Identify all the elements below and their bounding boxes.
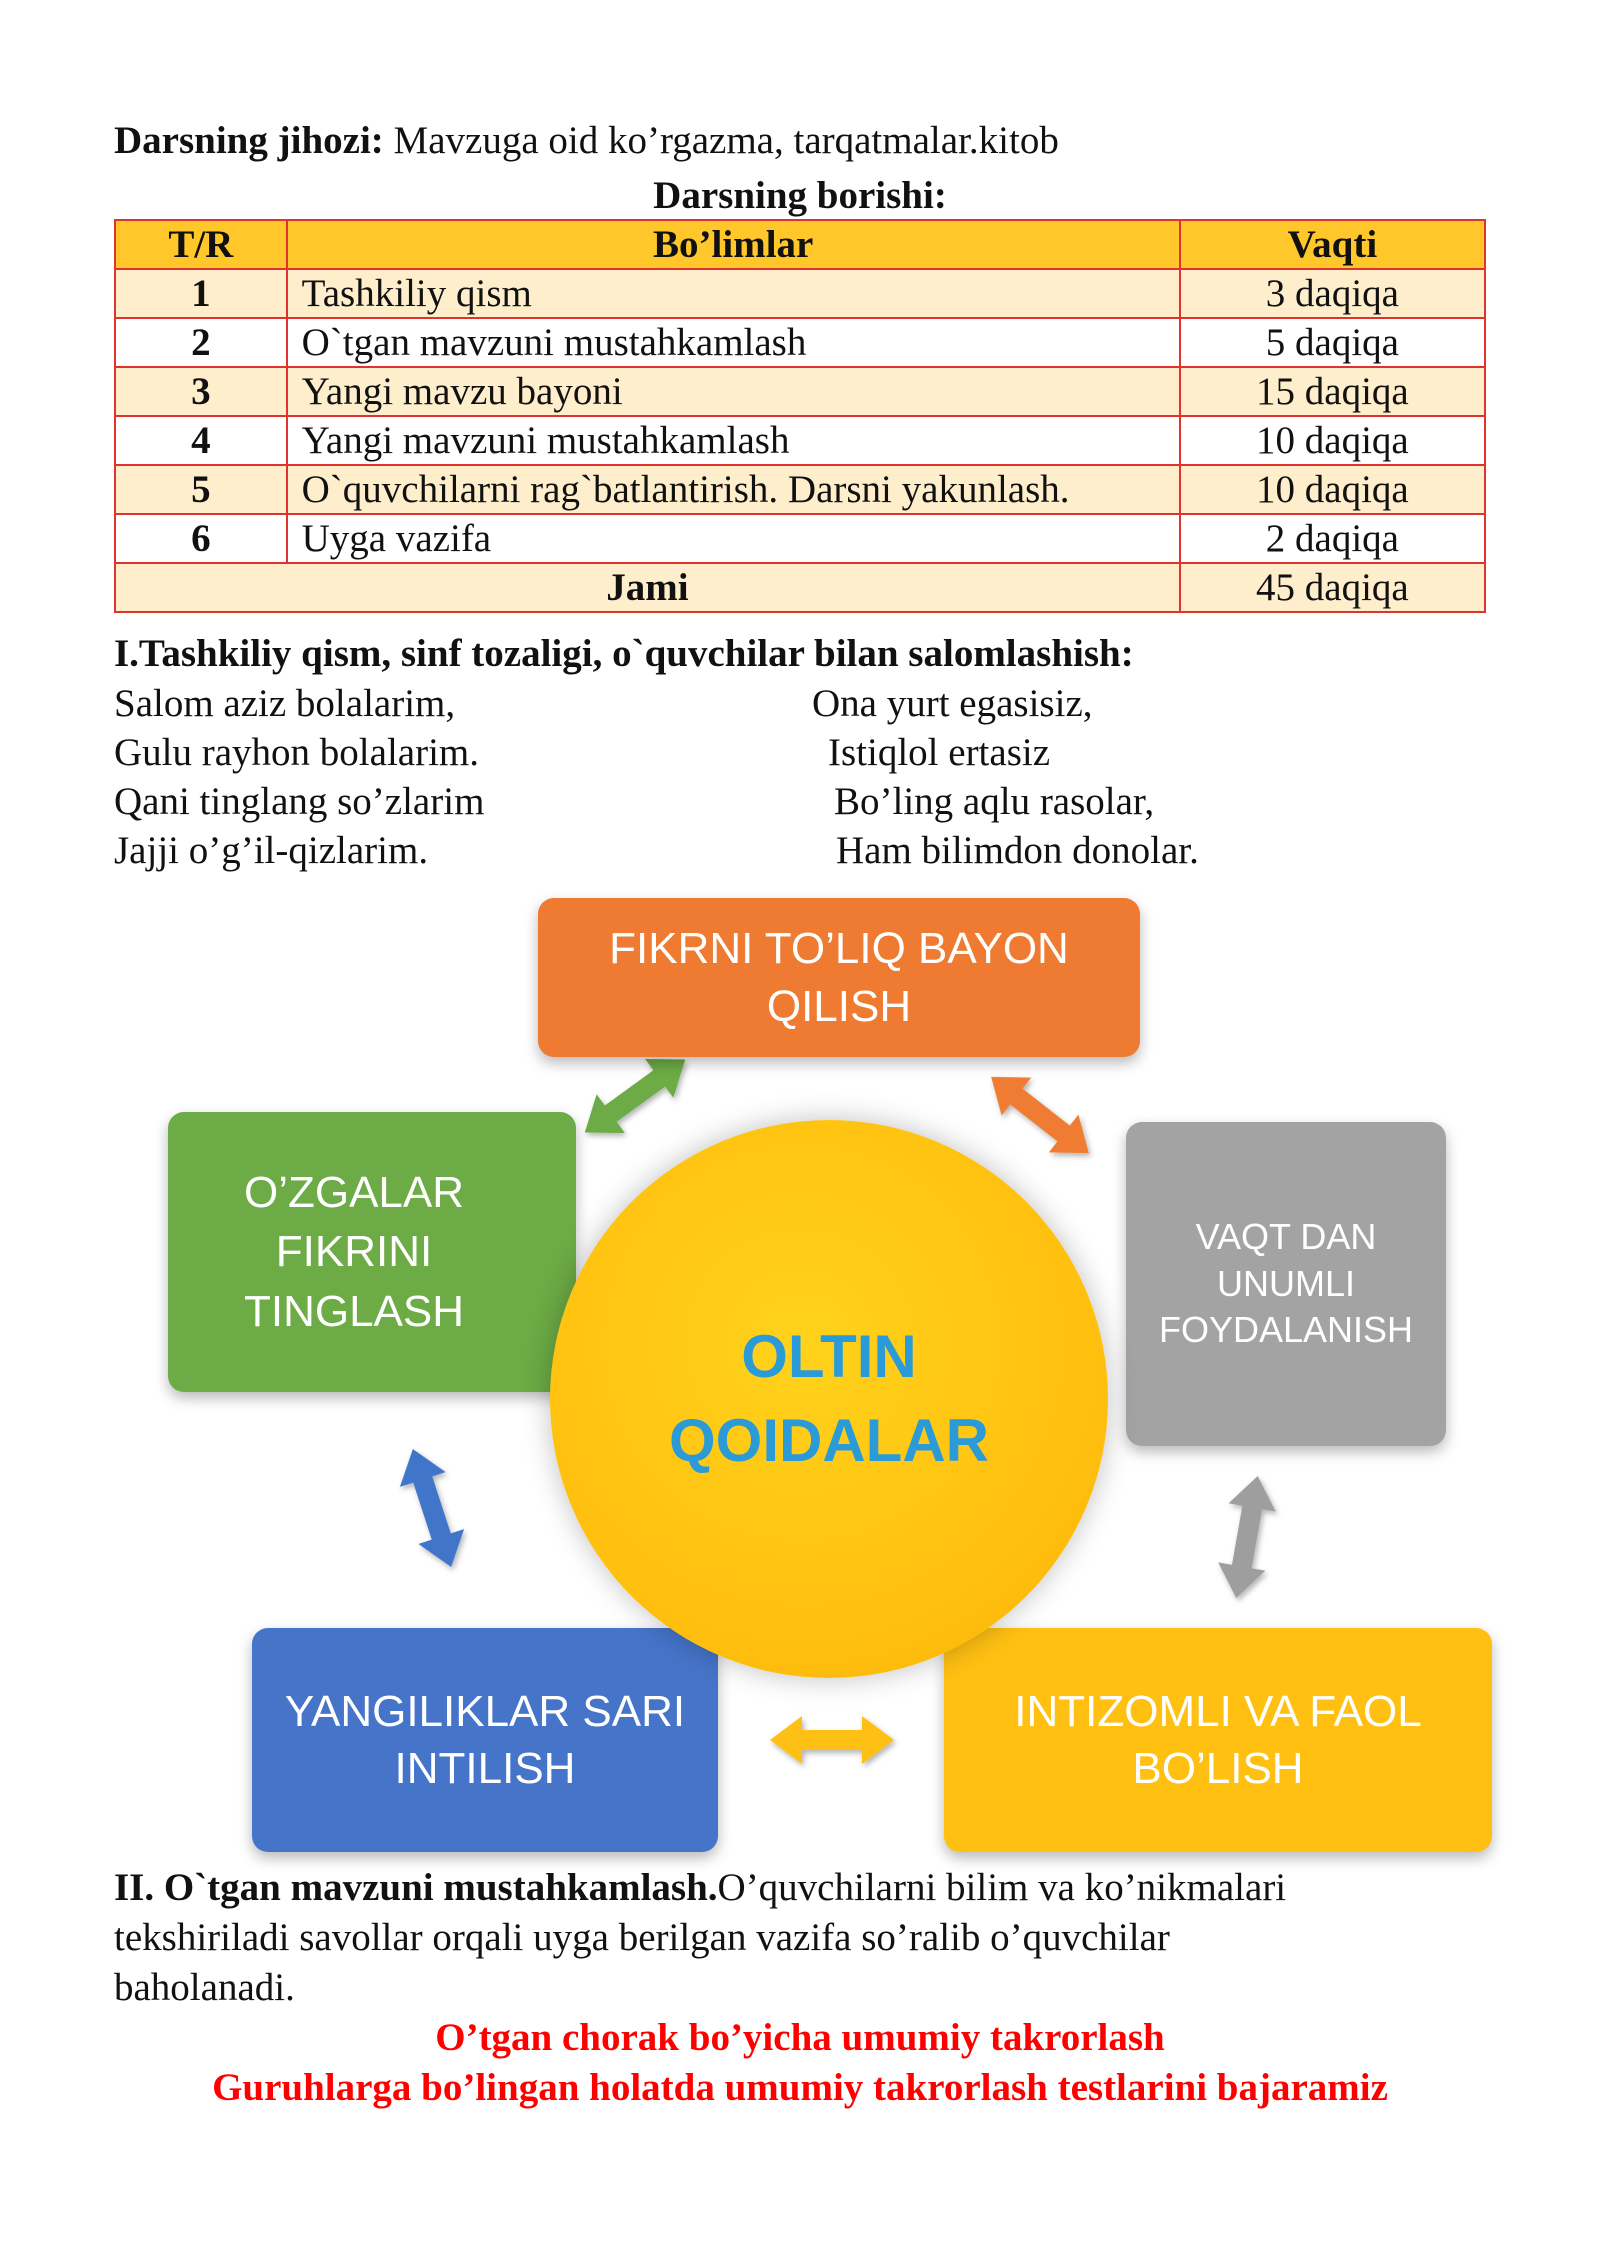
rule-text: VAQT DAN	[1195, 1215, 1377, 1257]
review-title: O’tgan chorak bo’yicha umumiy takrorlash	[435, 2016, 1165, 2059]
poem-right-line: Bo’ling aqlu rasolar,	[834, 780, 1155, 823]
rule-text: UNUMLI	[1216, 1262, 1355, 1304]
row-name: Yangi mavzuni mustahkamlash	[287, 416, 1180, 465]
equipment-label: Darsning jihozi:	[114, 119, 384, 162]
rule-text: YANGILIKLAR SARI	[284, 1686, 686, 1736]
rule-text: QILISH	[766, 981, 912, 1031]
poem-left-line: Qani tinglang so’zlarim	[114, 780, 485, 823]
review-subtitle: Guruhlarga bo’lingan holatda umumiy takrorlash testlarini bajaramiz	[212, 2066, 1388, 2109]
rule-box-left	[168, 1112, 576, 1392]
section2-line-3: baholanadi.	[114, 1966, 295, 2009]
row-num: 1	[115, 269, 287, 318]
rule-text: INTILISH	[394, 1744, 576, 1793]
row-num: 2	[115, 318, 287, 367]
poem-left-line: Salom aziz bolalarim,	[114, 682, 456, 725]
rule-text: BO’LISH	[1132, 1744, 1304, 1793]
row-time: 5 daqiqa	[1180, 318, 1485, 367]
double-arrow-icon	[390, 1442, 474, 1575]
poem-right-line: Ham bilimdon donolar.	[836, 829, 1199, 872]
rule-box-bottom-right	[944, 1628, 1492, 1852]
poem-left-line: Gulu rayhon bolalarim.	[114, 731, 479, 774]
rule-box-top	[538, 898, 1140, 1057]
row-name: Tashkiliy qism	[287, 269, 1180, 318]
row-num: 4	[115, 416, 287, 465]
header-tr: T/R	[115, 220, 287, 269]
rule-text: FOYDALANISH	[1158, 1309, 1414, 1351]
poem-left-line: Jajji o’g’il-qizlarim.	[114, 829, 429, 872]
double-arrow-icon	[770, 1716, 894, 1764]
section2-text: O’quvchilarni bilim va ko’nikmalari	[717, 1866, 1287, 1909]
section2-heading: II. O`tgan mavzuni mustahkamlash.	[114, 1866, 718, 1909]
equipment-value: Mavzuga oid ko’rgazma, tarqatmalar.kitob	[393, 119, 1059, 162]
row-time: 3 daqiqa	[1180, 269, 1485, 318]
row-name: O`quvchilarni rag`batlantirish. Darsni yakunlash.	[287, 465, 1180, 514]
row-time: 15 daqiqa	[1180, 367, 1485, 416]
rule-text: FIKRINI	[275, 1227, 433, 1277]
rule-text: TINGLASH	[243, 1286, 465, 1336]
double-arrow-icon	[976, 1058, 1103, 1172]
section2-line-2: tekshiriladi savollar orqali uyga berilgan vazifa so’ralib o’quvchilar	[114, 1916, 1170, 1959]
row-name: Uyga vazifa	[287, 514, 1180, 563]
row-num: 3	[115, 367, 287, 416]
total-label: Jami	[115, 563, 1180, 612]
row-name: Yangi mavzu bayoni	[287, 367, 1180, 416]
row-name: O`tgan mavzuni mustahkamlash	[287, 318, 1180, 367]
header-time: Vaqti	[1180, 220, 1485, 269]
rule-text: O’ZGALAR	[243, 1167, 465, 1217]
row-num: 6	[115, 514, 287, 563]
center-text: OLTIN	[741, 1323, 917, 1390]
lesson-title: Darsning borishi:	[653, 174, 947, 217]
row-num: 5	[115, 465, 287, 514]
center-text: QOIDALAR	[669, 1407, 989, 1474]
rule-text: FIKRNI TO’LIQ BAYON	[609, 924, 1069, 974]
section1-heading: I.Tashkiliy qism, sinf tozaligi, o`quvchilar bilan salomlashish:	[114, 632, 1134, 675]
poem-right-line: Istiqlol ertasiz	[828, 731, 1051, 774]
rule-box-right	[1126, 1122, 1446, 1446]
total-time: 45 daqiqa	[1180, 563, 1485, 612]
center-circle	[550, 1120, 1108, 1678]
section2-line-1	[114, 1864, 1286, 1912]
header-sections: Bo’limlar	[287, 220, 1180, 269]
rule-box-bottom-left	[252, 1628, 718, 1852]
row-time: 10 daqiqa	[1180, 416, 1485, 465]
poem-right-line: Ona yurt egasisiz,	[812, 682, 1093, 725]
row-time: 2 daqiqa	[1180, 514, 1485, 563]
double-arrow-icon	[1213, 1472, 1282, 1602]
rule-text: INTIZOMLI VA FAOL	[1014, 1686, 1422, 1736]
row-time: 10 daqiqa	[1180, 465, 1485, 514]
